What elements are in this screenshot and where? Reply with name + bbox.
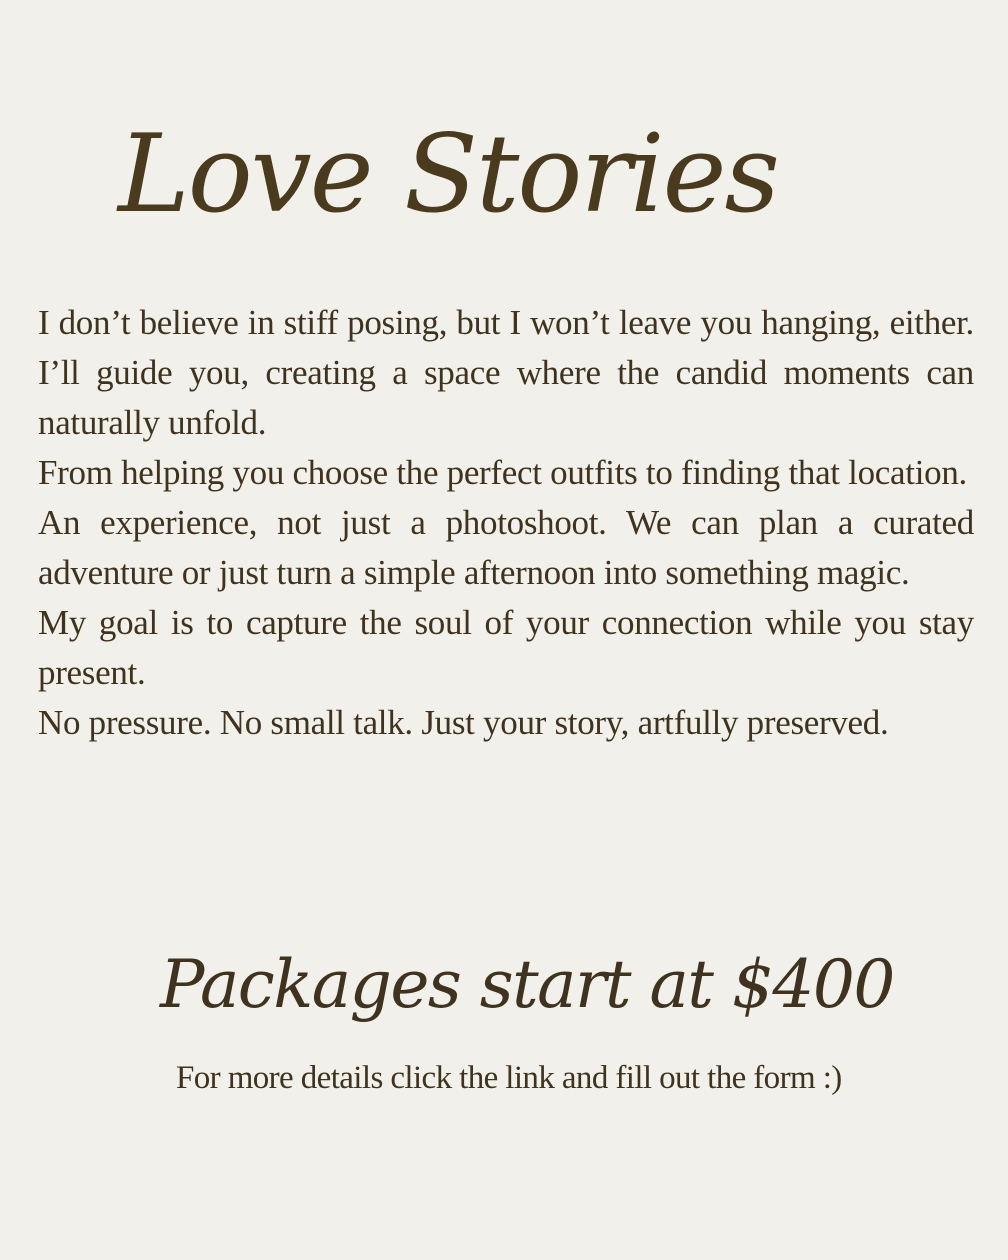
details-note: For more details click the link and fill out the form :) <box>176 1060 842 1096</box>
paragraph-experience: An experience, not just a photoshoot. We can plan a curated adventure or just turn a simple afternoon into something magic. <box>38 503 974 592</box>
page-title: Love Stories <box>118 112 778 237</box>
packages-price-heading: Packages start at $400 <box>160 946 894 1023</box>
description-body <box>38 298 974 748</box>
paragraph-no-pressure: No pressure. No small talk. Just your story, artfully preserved. <box>38 703 889 742</box>
paragraph-posing: I don’t believe in stiff posing, but I won’t leave you hanging, either. I’ll guide you, creating a space where the candid moments can naturally unfold. <box>38 303 974 442</box>
paragraph-goal: My goal is to capture the soul of your connection while you stay present. <box>38 603 974 692</box>
paragraph-outfits: From helping you choose the perfect outfits to finding that location. <box>38 453 967 492</box>
